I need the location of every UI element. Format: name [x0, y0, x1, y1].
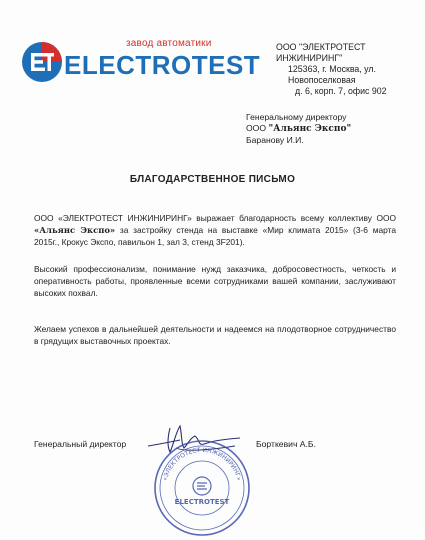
company-stamp	[152, 438, 252, 538]
company-name: ООО "ЭЛЕКТРОТЕСТ ИНЖИНИРИНГ"	[276, 42, 366, 63]
body-paragraph-1	[34, 213, 396, 248]
letter-title: БЛАГОДАРСТВЕННОЕ ПИСЬМО	[129, 174, 296, 185]
company-address-line: 125363, г. Москва, ул. Новопоселковая	[288, 64, 376, 85]
recipient-org	[246, 123, 351, 135]
body-paragraph-3: Желаем успехов в дальнейшей деятельности и надеемся на плодотворное сотрудничество в грядущих выставочных проектах.	[34, 324, 396, 346]
recipient-position: Генеральному директору	[246, 112, 347, 122]
stamp-arc-text: «ЭЛЕКТРОТЕСТ ИНЖИНИРИНГ»	[161, 446, 243, 482]
electrotest-logo-icon	[20, 40, 64, 84]
company-address	[276, 42, 425, 97]
stamp-center-text: ELECTROTEST	[174, 498, 230, 506]
recipient-block	[246, 112, 351, 146]
logo-tagline: завод автоматики	[126, 38, 212, 49]
signatory-name: Борткевич А.Б.	[256, 439, 316, 449]
recipient-org-name: "Альянс Экспо"	[268, 124, 352, 134]
body-paragraph-2: Высокий профессионализм, понимание нужд заказчика, добросовестность, четкость и оперативность работы, проявленные всеми сотрудниками вашей компании, заслуживают высоких похвал.	[34, 264, 396, 298]
paragraph-text: за застройку стенда на выставке «Мир климата 2015» (3-6 марта 2015г., Крокус Экспо, павильон 1, зал 3, стенд 3F201).	[34, 224, 396, 247]
paragraph-org: «Альянс Экспо»	[34, 224, 116, 235]
signatory-position: Генеральный директор	[34, 439, 127, 449]
recipient-org-prefix: ООО	[246, 123, 269, 133]
recipient-name: Баранову И.И.	[246, 135, 304, 145]
logo-wordmark: ELECTROTEST	[64, 50, 261, 80]
company-address-line: д. 6, корп. 7, офис 902	[295, 86, 387, 96]
paragraph-text: ООО «ЭЛЕКТРОТЕСТ ИНЖИНИРИНГ» выражает благодарность всему коллективу ООО	[34, 213, 396, 223]
